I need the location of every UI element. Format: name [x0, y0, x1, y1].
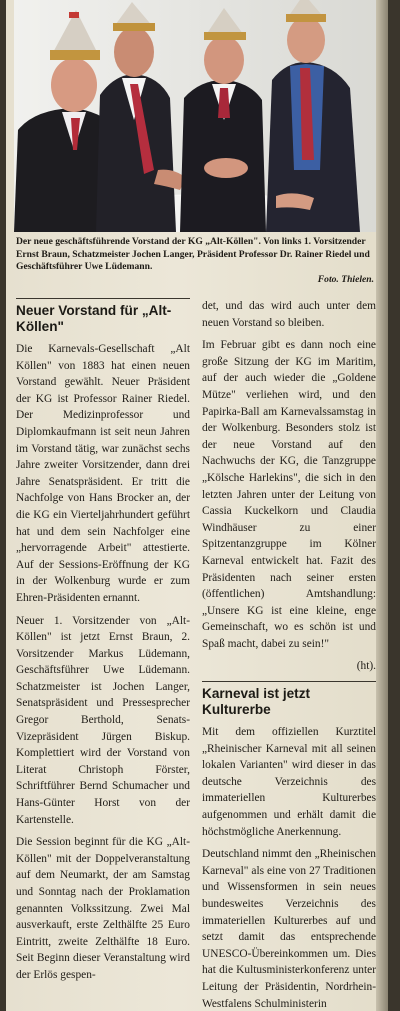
photo-caption	[16, 236, 374, 286]
right-column	[202, 298, 376, 1011]
page-edge	[376, 0, 388, 1011]
left-column	[16, 298, 190, 990]
article1-continuation: det, und das wird auch unter dem neuen Vorstand so bleiben.	[202, 300, 376, 329]
article1-paragraph-1: Die Karnevals-Gesellschaft „Alt Köllen" von 1883 hat einen neuen Vorstand gewählt. Neuer Präsident der KG ist Professor Rainer Riedel. Der Medizinprofessor und Diplomkaufmann ist seit neun Jahren im Vorstand tätig, war zunächst sechs Jahre zweiter Vorsitzender, dann drei Jahre Senatspräsident. Er tritt die Nachfolge von Hans Brocker an, der die KG ein Vierteljahrhundert geführt hat und dem sein Nachfolger eine „hervorragende Arbeit" attestierte. Auf der Sessions-Eröffnung der KG in der Wolkenburg wurde er zum Ehren-Präsidenten ernannt.	[16, 343, 190, 604]
group-photo-illustration	[14, 0, 376, 232]
article1-paragraph-3: Die Session beginnt für die KG „Alt-Köllen" mit der Doppelveranstaltung auf dem Neumarkt, der am Samstag und Sonntag nach der Proklamation genannten Volkssitzung. Zwei Mal ausverkauft, erste Zelthälfte 25 Euro Eintritt, zweite Zelthälfte 18 Euro. Seit Beginn dieser Veranstaltung wird der Erlös gespen-	[16, 836, 190, 981]
article1-heading: Neuer Vorstand für „Alt-Köllen"	[16, 303, 172, 334]
group-photo	[14, 0, 376, 232]
article2-paragraph-1: Mit dem offiziellen Kurztitel „Rheinischer Karneval mit all seinen lokalen Varianten" wird dieser in das deutsche Verzeichnis des immateriellen Kulturerbes aufgenommen und erhält damit die höchstmögliche Anerkennung.	[202, 726, 376, 838]
newspaper-page	[6, 0, 388, 1011]
divider	[16, 298, 190, 299]
caption-text: Der neue geschäftsführende Vorstand der KG „Alt-Köllen". Von links 1. Vorsitzender Ernst Braun, Schatzmeister Jochen Langer, Präsident Professor Dr. Rainer Riedel und Geschäftsführer Uwe Lüdemann.	[16, 236, 370, 273]
photo-credit: Foto. Thielen.	[317, 273, 374, 285]
article1-paragraph-2: Neuer 1. Vorsitzender von „Alt-Köllen" ist jetzt Ernst Braun, 2. Vorsitzender Markus Lüdemann, Geschäftsführer Uwe Lüdemann. Schatzmeister ist Jochen Langer, Senatspräsident und Pressesprecher Gregor Berthold, Senats-Vizepräsident Jürgen Biskup. Komplettiert wird der Vorstand von Literat Christoph Förster, Schriftführer Bernd Schumacher und Hans-Günter Horst von der Kartenstelle.	[16, 614, 190, 826]
article1-signature-row	[202, 658, 376, 675]
article2-paragraph-2: Deutschland nimmt den „Rheinischen Karneval" als eine von 27 Traditionen und Wissensformen in sein neues bundesweites Verzeichnis des immateriellen Kulturerbes auf und setzt damit das entsprechende UNESCO-Übereinkommen um. Dies hat die Kultusministerkonferenz unter Leitung der Präsidentin, Nordrhein-Westfalens Schulministerin	[202, 848, 376, 1010]
article1-paragraph-4: Im Februar gibt es dann noch eine große Sitzung der KG im Maritim, auf der auch wieder die „Goldene Mütze" verliehen wird, und den Papirka-Ball am Karnevalssamstag in der Wolkenburg. Besonders stolz ist der neue Vorstand auf den Nachwuchs der KG, die Tanzgruppe „Kölsche Harlekins", die sich in den letzten Jahren unter der Leitung von Cassia Kuckelkorn und Claudia Windhäuser zu einer Spitzentanzgruppe im Kölner Karneval entwickelt hat. Fazit des Präsidenten nach seiner ersten (öffentlichen) Amtshandlung: „Unsere KG ist eine kleine, enge Gemeinschaft, wo es schön ist und Spaß macht, dabei zu sein!"	[202, 339, 376, 650]
divider	[202, 681, 376, 682]
article2-heading: Karneval ist jetzt Kulturerbe	[202, 686, 311, 718]
article1-signature: (ht).	[356, 660, 376, 673]
